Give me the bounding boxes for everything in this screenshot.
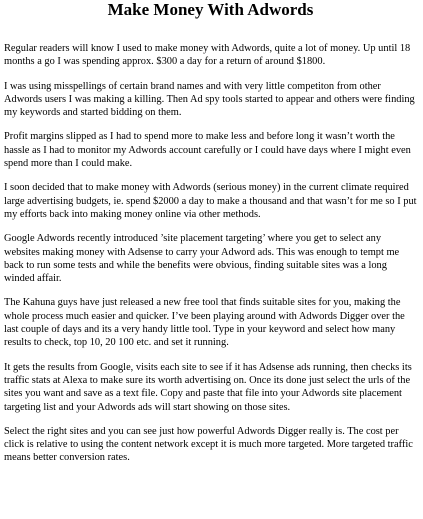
document-title: Make Money With Adwords <box>107 0 314 19</box>
paragraph: Select the right sites and you can see just how powerful Adwords Digger really is. The cost per click is relative to using the content network except it is much more targeted. More targeted traffic means better conversion rates. <box>4 425 413 464</box>
paragraph: I soon decided that to make money with Adwords (serious money) in the current climate required large advertising budgets, ie. spend $2000 a day to make a thousand and that wasn’t for me so I put my efforts back into making money online via other methods. <box>4 182 417 220</box>
document-body <box>4 42 417 465</box>
paragraph: It gets the results from Google, visits each site to see if it has Adsense ads running, then checks its traffic stats at Alexa to make sure its worth advertising on. Once its done just select the urls of the sites you want and save as a text file. Copy and paste that file into your Adwords site placement targeting list and your Adwords ads will start showing on those sites. <box>4 361 412 413</box>
paragraph: The Kahuna guys have just released a new free tool that finds suitable sites for you, making the whole process much easier and quicker. I’ve been playing around with Adwords Digger over the last couple of days and its a very handy little tool. Type in your keyword and select how many results to check, top 10, 20 100 etc. and set it running. <box>4 297 405 349</box>
paragraph: Google Adwords recently introduced ’site placement targeting’ where you get to select any websites making money with Adsense to carry your Adword ads. This was enough to tempt me back to run some tests and while the benefits were obvious, finding suitable sites was a long winded affair. <box>4 233 400 285</box>
paragraph: I was using misspellings of certain brand names and with very little competiton from other Adwords users I was making a killing. Then Ad spy tools started to appear and others were finding my keywords and started bidding on them. <box>4 80 415 119</box>
paragraph: Regular readers will know I used to make money with Adwords, quite a lot of money. Up until 18 months a go I was spending approx. $300 a day for a return of around $1800. <box>4 43 411 68</box>
paragraph: Profit margins slipped as I had to spend more to make less and before long it wasn’t worth the hassle as I had to monitor my Adwords account carefully or I could have days where I might even spend more than I could make. <box>4 131 411 170</box>
